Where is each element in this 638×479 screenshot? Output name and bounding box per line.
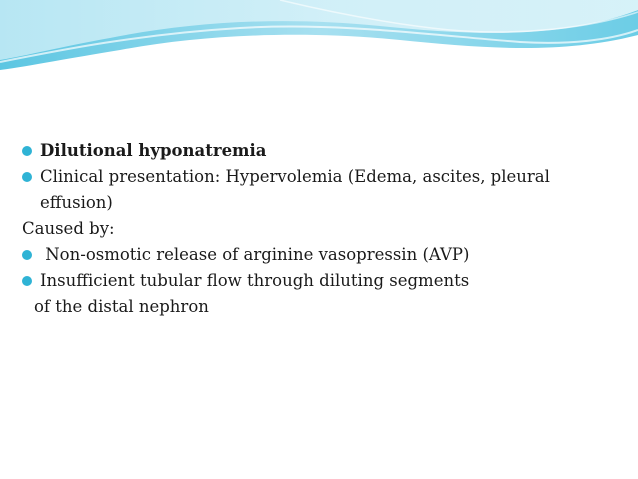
header-wave-decoration <box>0 0 638 90</box>
cause-text: Insufficient tubular flow through diluting segments <box>40 271 470 290</box>
bullet-text: Dilutional hyponatremia <box>40 141 267 160</box>
bullet-icon <box>22 146 32 156</box>
slide-content <box>22 138 612 320</box>
bullet-icon <box>22 250 32 260</box>
bullet-icon <box>22 276 32 286</box>
cause-continuation: of the distal nephron <box>34 297 209 316</box>
bullet-continuation: effusion) <box>40 193 113 212</box>
bullet-item <box>22 138 612 164</box>
cause-text: Non-osmotic release of arginine vasopressin (AVP) <box>40 245 470 264</box>
cause-item <box>22 242 612 268</box>
bullet-text: Clinical presentation: Hypervolemia (Edema, ascites, pleural <box>40 167 550 186</box>
caused-by-label: Caused by: <box>22 219 115 238</box>
cause-item <box>22 268 612 294</box>
bullet-icon <box>22 172 32 182</box>
bullet-item <box>22 164 612 190</box>
